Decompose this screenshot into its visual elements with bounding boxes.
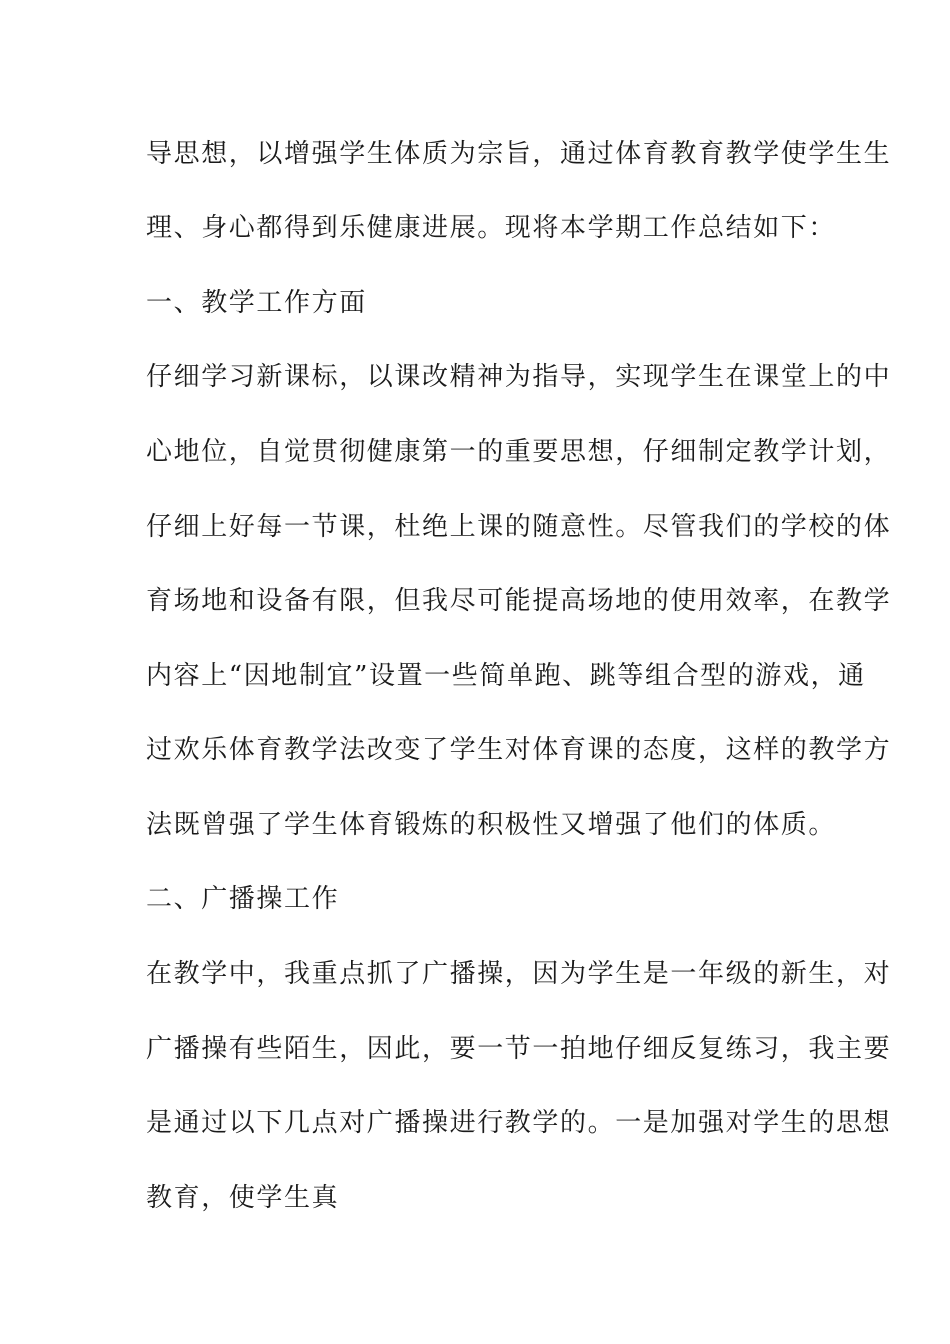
section-heading-teaching: 一、教学工作方面 — [146, 288, 367, 318]
paragraph-line: 法既曾强了学生体育锻炼的积极性又增强了他们的体质。 — [146, 810, 837, 840]
paragraph-line: 育场地和设备有限，但我尽可能提高场地的使用效率，在教学 — [146, 586, 892, 616]
paragraph-line: 心地位，自觉贯彻健康第一的重要思想，仔细制定教学计划， — [146, 437, 892, 467]
paragraph-line: 导思想，以增强学生体质为宗旨，通过体育教育教学使学生生 — [146, 139, 892, 169]
paragraph-line: 广播操有些陌生，因此，要一节一拍地仔细反复练习，我主要 — [146, 1034, 892, 1064]
paragraph-line: 在教学中，我重点抓了广播操，因为学生是一年级的新生，对 — [146, 959, 892, 989]
paragraph-line: 仔细学习新课标，以课改精神为指导，实现学生在课堂上的中 — [146, 362, 892, 392]
paragraph-line: 是通过以下几点对广播操进行教学的。一是加强对学生的思想 — [146, 1108, 892, 1138]
paragraph-line: 过欢乐体育教学法改变了学生对体育课的态度，这样的教学方 — [146, 735, 892, 765]
paragraph-line: 内容上“因地制宜”设置一些简单跑、跳等组合型的游戏，通 — [146, 661, 866, 691]
section-heading-broadcast-exercise: 二、广播操工作 — [146, 884, 340, 914]
paragraph-line: 理、身心都得到乐健康进展。现将本学期工作总结如下： — [146, 213, 837, 243]
paragraph-line: 仔细上好每一节课，杜绝上课的随意性。尽管我们的学校的体 — [146, 512, 892, 542]
paragraph-line: 教育，使学生真 — [146, 1183, 340, 1213]
